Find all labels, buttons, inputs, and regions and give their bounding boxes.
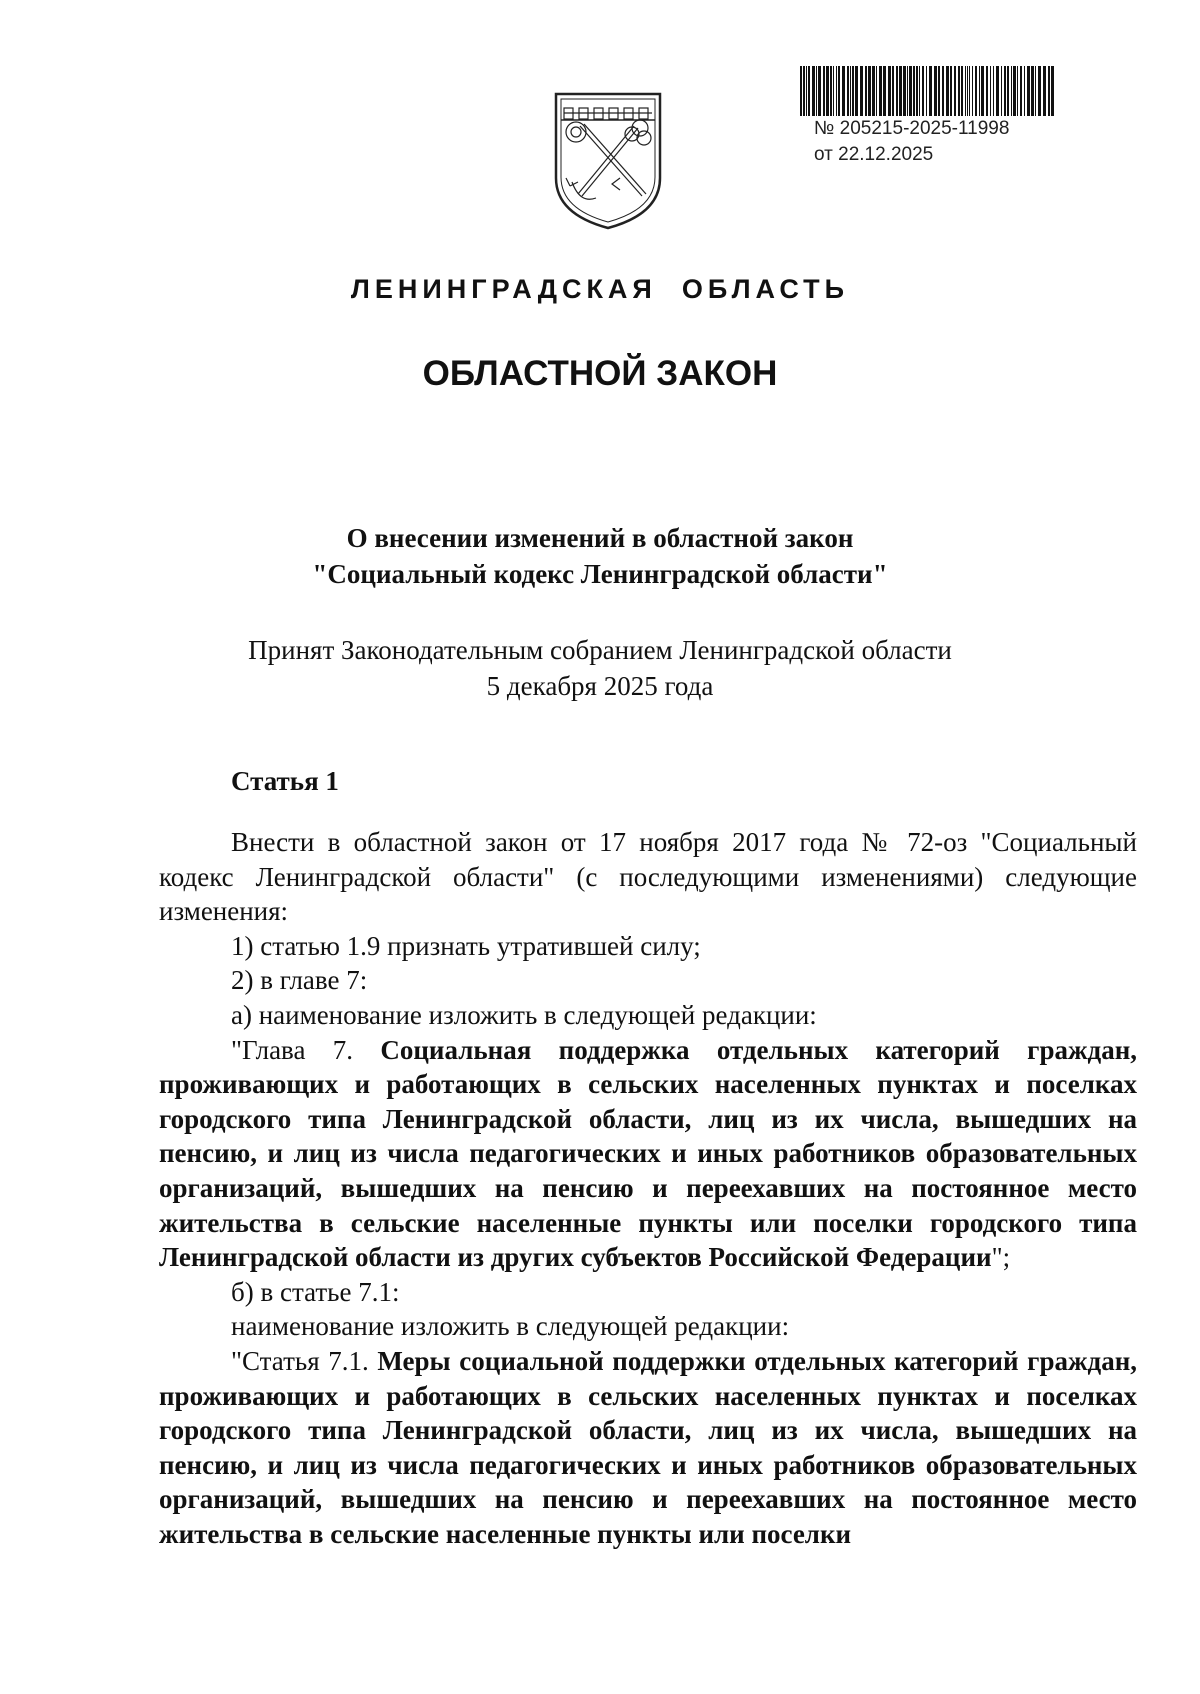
chapter-suffix: "; [991,1242,1011,1273]
article-body [159,825,1137,1551]
chapter-title: Социальная поддержка отдельных категорий граждан, проживающих и работающих в сельских населенных пунктах и поселках городского типа Ленинградской области, лиц из их числа, вышедших на пенсию, и лиц из числа педагогических и иных работников образовательных организаций, вышедших на пенсию и переехавших на постоянное место жительства в сельские населенные пункты или поселки городского типа Ленинградской области из других субъектов Российской Федерации [159,1034,1137,1273]
law-title-line-1: О внесении изменений в областной закон [346,523,854,553]
paragraph-6: б) в статье 7.1: [231,1276,400,1307]
paragraph-1: Внести в областной закон от 17 ноября 2017 года № 72-оз "Социальный кодекс Ленинградской области" (с последующими изменениями) следующие изменения: [159,827,1137,927]
law-type-heading: ОБЛАСТНОЙ ЗАКОН [422,354,778,393]
paragraph-5 [159,1033,1137,1275]
law-title [0,520,1200,592]
article-heading: Статья 1 [231,766,339,796]
paragraph-3: 2) в главе 7: [231,965,368,996]
barcode-icon [798,66,1056,116]
registration-date: от 22.12.2025 [814,144,934,165]
article-title: Меры социальной поддержки отдельных категорий граждан, проживающих и работающих в сельских населенных пунктах и поселках городского типа Ленинградской области, лиц из их числа, вышедших на пенсию, и лиц из числа педагогических и иных работников образовательных организаций, вышедших на пенсию и переехавших на постоянное место жительства в сельские населенные пункты или поселки [159,1345,1138,1549]
paragraph-4: а) наименование изложить в следующей редакции: [231,999,817,1030]
coat-of-arms-icon [550,86,666,232]
registration-block [814,116,1009,168]
paragraph-7: наименование изложить в следующей редакции: [231,1311,790,1342]
paragraph-8 [159,1344,1137,1552]
adoption-line-1: Принят Законодательным собранием Ленинградской области [248,635,952,665]
article-label: "Статья 7.1. [231,1345,378,1376]
adoption-note [0,632,1200,704]
registration-number: № 205215-2025-11998 [814,118,1010,139]
chapter-label: "Глава 7. [231,1034,381,1065]
region-heading: ЛЕНИНГРАДСКАЯ ОБЛАСТЬ [350,274,850,304]
adoption-line-2: 5 декабря 2025 года [486,671,714,701]
paragraph-2: 1) статью 1.9 признать утратившей силу; [231,930,701,961]
law-title-line-2: "Социальный кодекс Ленинградской области" [312,559,888,589]
